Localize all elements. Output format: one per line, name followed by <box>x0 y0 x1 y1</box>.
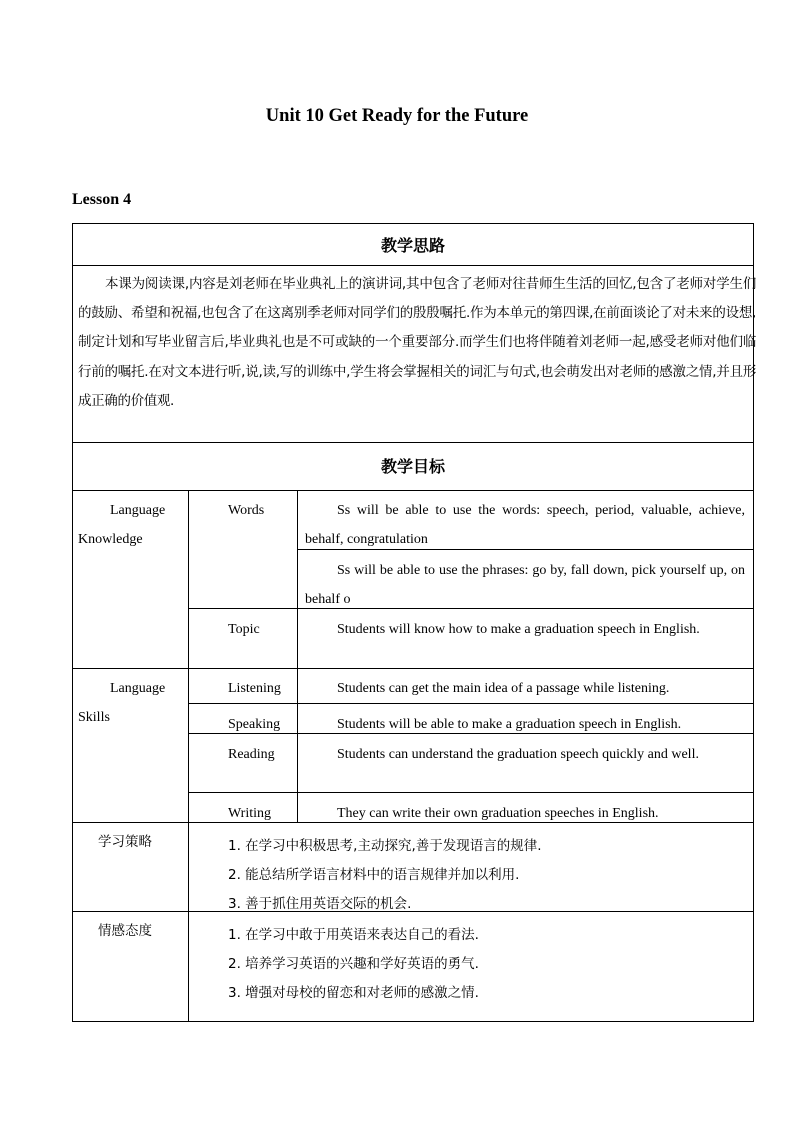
row-divider <box>72 265 754 266</box>
table-bottom-border <box>72 1021 754 1022</box>
reading-label: Reading <box>228 747 275 762</box>
attitude-label: 情感态度 <box>98 923 152 939</box>
lesson-label: Lesson 4 <box>72 191 132 208</box>
strategy-item: 2. 能总结所学语言材料中的语言规律并加以利用. <box>228 867 520 883</box>
reading-text: Students can understand the graduation speech quickly and well. <box>337 747 699 762</box>
row-divider <box>72 490 754 491</box>
strategy-item: 3. 善于抓住用英语交际的机会. <box>228 896 412 912</box>
speaking-label: Speaking <box>228 717 281 732</box>
row-divider <box>188 792 754 793</box>
writing-label: Writing <box>228 806 271 821</box>
col-divider <box>188 490 189 1022</box>
attitude-item: 3. 增强对母校的留恋和对老师的感激之情. <box>228 985 479 1001</box>
teaching-idea-text: 本课为阅读课,内容是刘老师在毕业典礼上的演讲词,其中包含了老师对往昔师生生活的回忆,包含了老师对学生们的鼓励、希望和祝福,也包含了在这离别季老师对同学们的殷殷嘱托.作为本单元的第四课,在前面谈论了对未来的设想,制定计划和写毕业留言后,毕业典礼也是不可或缺的一个重要部分.而学生们也将伴随着刘老师一起,感受老师对他们临行前的嘱托.在对文本进行听,说,读,写的训练中,学生将会掌握相关的词汇与句式,也会萌发出对老师的感激之情,并且形成正确的价值观. <box>78 276 756 409</box>
objectives-heading: 教学目标 <box>380 457 445 476</box>
listening-text: Students can get the main idea of a passage while listening. <box>337 681 670 696</box>
row-divider <box>72 442 754 443</box>
speaking-text: Students will be able to make a graduation speech in English. <box>337 717 682 732</box>
listening-label: Listening <box>228 681 281 696</box>
words-text: Ss will be able to use the words: speech, period, valuable, achieve, behalf, congratulation <box>305 503 745 547</box>
phrases-text: Ss will be able to use the phrases: go by, fall down, pick yourself up, on behalf o <box>305 563 745 607</box>
topic-text: Students will know how to make a graduation speech in English. <box>337 622 700 637</box>
topic-label: Topic <box>228 622 260 637</box>
teaching-idea-heading: 教学思路 <box>380 236 445 255</box>
table-left-border <box>72 223 73 1022</box>
words-label: Words <box>228 503 265 518</box>
attitude-item: 2. 培养学习英语的兴趣和学好英语的勇气. <box>228 956 479 972</box>
col-divider <box>297 490 298 823</box>
writing-text: They can write their own graduation speeches in English. <box>337 806 659 821</box>
row-divider <box>72 668 754 669</box>
language-skills-label: Language Skills <box>78 681 166 725</box>
language-knowledge-label: Language Knowledge <box>78 503 166 547</box>
attitude-item: 1. 在学习中敢于用英语来表达自己的看法. <box>228 927 479 943</box>
page-title: Unit 10 Get Ready for the Future <box>265 106 529 126</box>
strategy-label: 学习策略 <box>98 834 152 850</box>
row-divider <box>188 703 754 704</box>
table-top-border <box>72 223 754 224</box>
row-divider <box>72 911 754 912</box>
strategy-item: 1. 在学习中积极思考,主动探究,善于发现语言的规律. <box>228 838 542 854</box>
